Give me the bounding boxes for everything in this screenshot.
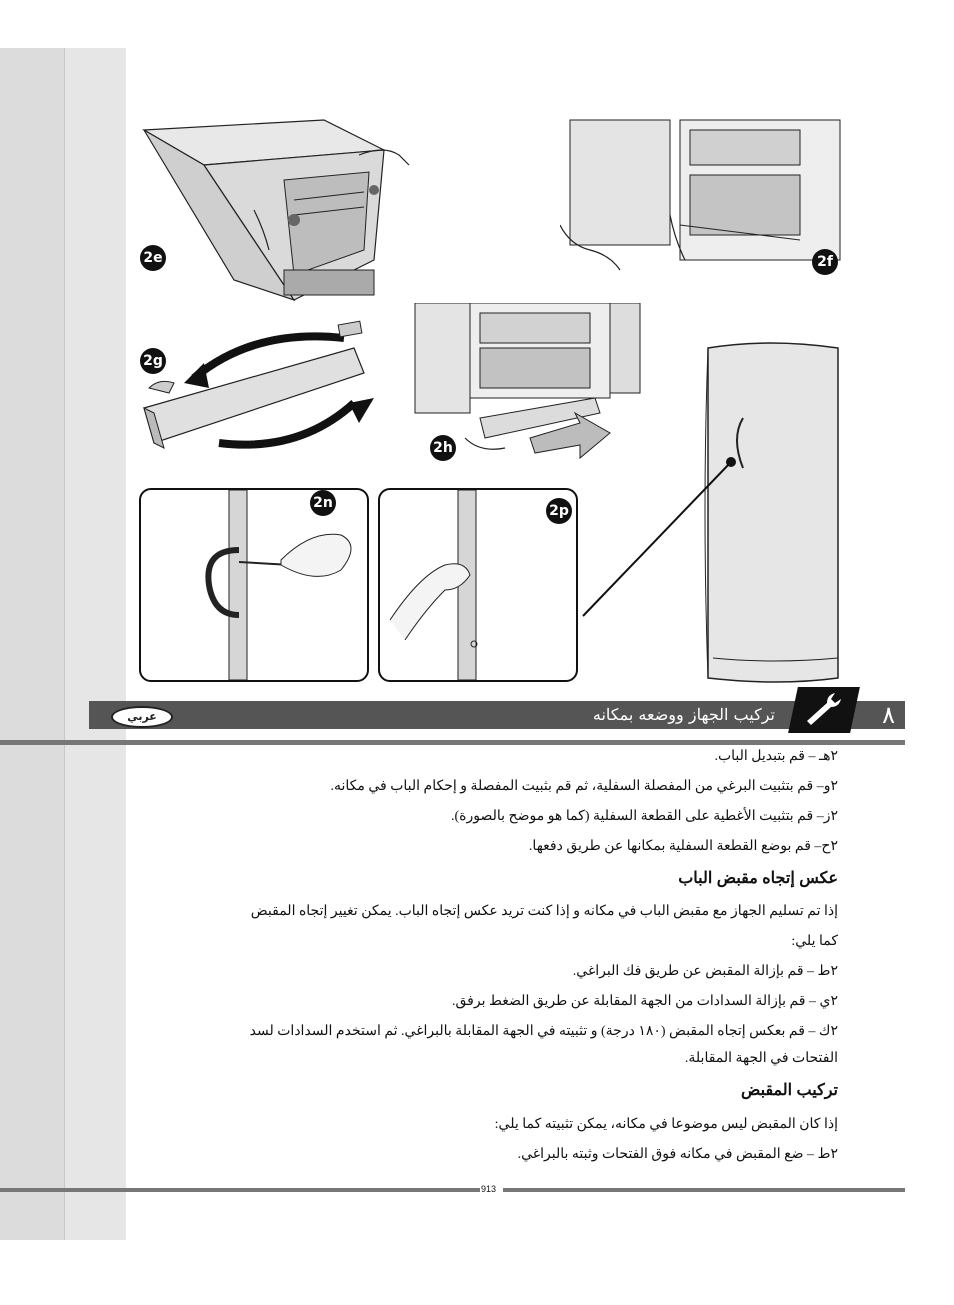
figure-label-2e: 2e: [140, 245, 166, 271]
reverse-intro-line2: كما يلي:: [791, 934, 838, 949]
figure-fridge-upright: [578, 338, 853, 688]
reverse-intro-line1: إذا تم تسليم الجهاز مع مقبض الباب في مكانه و إذا كنت تريد عكس إتجاه الباب. يمكن تغيير إتجاه المقبض: [250, 904, 838, 919]
language-badge: عربي: [111, 706, 173, 728]
figure-label-2p: 2p: [546, 498, 572, 524]
install-step-2t: ٢ط – ضع المقبض في مكانه فوق الفتحات وثبته بالبراغي.: [517, 1147, 838, 1162]
install-intro: إذا كان المقبض ليس موضوعا في مكانه، يمكن تثبيته كما يلي:: [494, 1117, 838, 1132]
figure-2g: [134, 318, 394, 458]
margin-divider: [64, 48, 65, 1240]
figure-2n-frame: [139, 488, 369, 682]
heading-reverse-handle: عكس إتجاه مقبض الباب: [678, 870, 838, 887]
margin-stripe-outer: [0, 48, 64, 1240]
footer-rule-right: [503, 1188, 905, 1192]
step-2t: ٢ط – قم بإزالة المقبض عن طريق فك البراغي.: [572, 964, 838, 979]
step-2k-line1: ٢ك – قم بعكس إتجاه المقبض (١٨٠ درجة) و تثبيته في الجهة المقابلة بالبراغي. ثم استخدم السدادات لسد: [249, 1024, 838, 1039]
section-title: تركيب الجهاز ووضعه بمكانه: [592, 705, 775, 724]
page-number: 913: [481, 1184, 497, 1194]
wrench-icon: [793, 687, 855, 733]
step-2g: ٢ز– قم بتثبيت الأغطية على القطعة السفلية (كما هو موضح بالصورة).: [450, 809, 838, 824]
figure-label-2f: 2f: [812, 249, 838, 275]
figure-label-2h: 2h: [430, 435, 456, 461]
step-2e: ٢هـ – قم بتبديل الباب.: [714, 749, 838, 764]
section-number: ٨: [882, 701, 895, 729]
step-2h: ٢ح– قم بوضع القطعة السفلية بمكانها عن طريق دفعها.: [528, 839, 838, 854]
step-2k-line2: الفتحات في الجهة المقابلة.: [684, 1051, 838, 1066]
section-header-bar: [89, 701, 905, 729]
wrench-icon-box: [788, 687, 860, 733]
figure-2n: [141, 490, 367, 680]
step-2y: ٢ي – قم بإزالة السدادات من الجهة المقابلة عن طريق الضغط برفق.: [452, 994, 838, 1009]
figure-2f: [560, 115, 845, 280]
margin-stripe-inner: [64, 48, 126, 1240]
figure-2e: [134, 110, 414, 310]
heading-install-handle: تركيب المقبض: [741, 1082, 838, 1099]
figure-2p: [380, 490, 576, 680]
header-rule: [0, 740, 905, 745]
step-2f: ٢و– قم بتثبيت البرغي من المفصلة السفلية، ثم قم بثبيت المفصلة و إحكام الباب في مكانه.: [330, 779, 838, 794]
footer-rule-left: [0, 1188, 480, 1192]
figure-label-2g: 2g: [140, 348, 166, 374]
figure-label-2n: 2n: [310, 490, 336, 516]
